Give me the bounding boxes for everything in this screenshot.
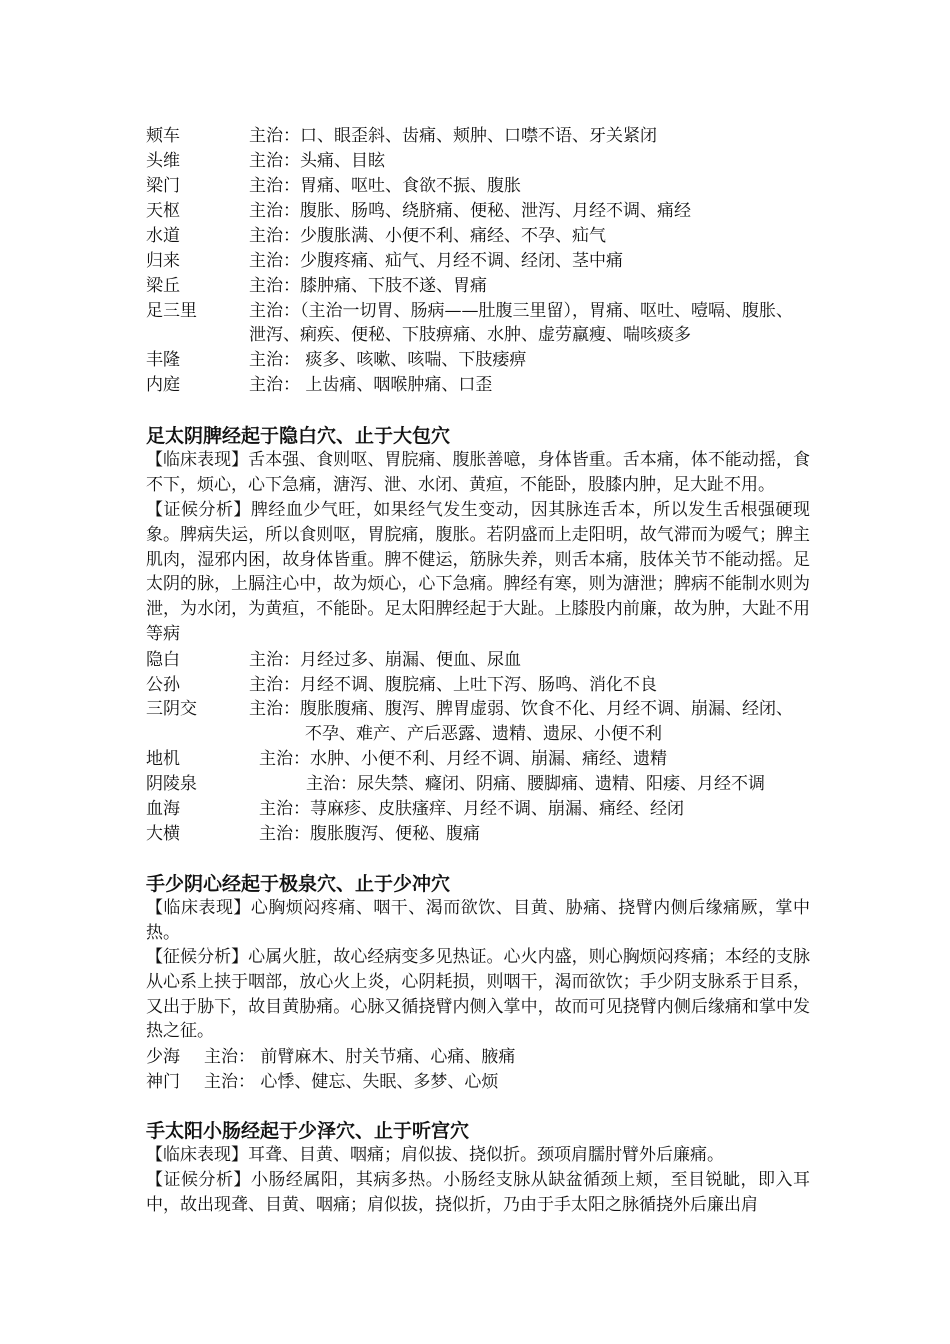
syndrome-analysis: 【证候分析】脾经血少气旺，如果经气发生变动，因其脉连舌本，所以发生舌根强硬现象。脾病失运，所以食则呕，胃脘痛，腹胀。若阴盛而上走阳明，故气滞而为嗳气；脾主肌肉，湿邪内困，故身体皆重。脾不健运，筋脉失养，则舌本痛，肢体关节不能动摇。足太阴的脉，上膈注心中，故为烦心，心下急痛。脾经有寒，则为溏泄；脾病不能制水则为泄，为水闭，为黄疸，不能卧。足太阳脾经起于大趾。上膝股内前廉，故为肿，大趾不用等病 (146, 500, 810, 644)
section-heading-small-intestine: 手太阳小肠经起于少泽穴、止于听宫穴 (146, 1120, 470, 1142)
point-indication-continued: 泄泻、痢疾、便秘、下肢痹痛、水肿、虚劳羸瘦、喘咳痰多 (249, 325, 691, 345)
point-name: 大横 (146, 824, 180, 844)
point-indication: 主治： 痰多、咳嗽、咳喘、下肢痿痹 (249, 350, 527, 370)
point-row (146, 174, 521, 199)
point-name: 地机 (146, 749, 180, 769)
clinical-manifestation: 【临床表现】心胸烦闷疼痛、咽干、渴而欲饮、目黄、胁痛、挠臂内侧后缘痛厥，掌中热。 (146, 898, 810, 943)
point-row (146, 249, 623, 274)
point-row (146, 224, 606, 249)
point-indication: 主治：腹胀腹痛、腹泻、脾胃虚弱、饮食不化、月经不调、崩漏、经闭、 (249, 699, 793, 719)
point-name: 梁门 (146, 176, 180, 196)
point-name: 归来 (146, 251, 180, 271)
point-row (146, 299, 793, 324)
point-indication: 主治： 上齿痛、咽喉肿痛、口歪 (249, 375, 493, 395)
point-indication: 主治：荨麻疹、皮肤瘙痒、月经不调、崩漏、痛经、经闭 (259, 799, 684, 819)
point-name: 梁丘 (146, 276, 180, 296)
point-name: 丰隆 (146, 350, 180, 370)
point-indication: 主治：胃痛、呕吐、食欲不振、腹胀 (249, 176, 521, 196)
clinical-manifestation: 【临床表现】舌本强、食则呕、胃脘痛、腹胀善噫，身体皆重。舌本痛，体不能动摇，食不下，烦心，心下急痛，溏泻、泄、水闭、黄疸，不能卧，股膝内肿，足大趾不用。 (146, 450, 810, 495)
syndrome-analysis: 【征候分析】心属火脏，故心经病变多见热证。心火内盛，则心胸烦闷疼痛；本经的支脉从心系上挟于咽部，放心火上炎，心阴耗损，则咽干，渴而欲饮；手少阴支脉系于目系，又出于胁下，故目黄胁痛。心脉又循挠臂内侧入掌中，故而可见挠臂内侧后缘痛和掌中发热之征。 (146, 947, 810, 1042)
point-row (146, 797, 684, 822)
point-name: 颊车 (146, 126, 180, 146)
point-name: 血海 (146, 799, 180, 819)
point-row (146, 822, 480, 847)
point-name: 足三里 (146, 301, 197, 321)
point-row (146, 1070, 499, 1095)
point-indication: 主治： 心悸、健忘、失眠、多梦、心烦 (204, 1072, 499, 1092)
point-indication: 主治：口、眼歪斜、齿痛、颊肿、口噤不语、牙关紧闭 (249, 126, 657, 146)
point-indication: 主治：尿失禁、癃闭、阴痛、腰脚痛、遗精、阳痿、月经不调 (306, 774, 765, 794)
point-row (146, 124, 657, 149)
point-indication: 主治：腹胀腹泻、便秘、腹痛 (259, 824, 480, 844)
point-indication: 主治： 前臂麻木、肘关节痛、心痛、腋痛 (204, 1047, 516, 1067)
point-indication: 主治：膝肿痛、下肢不遂、胃痛 (249, 276, 487, 296)
point-name: 水道 (146, 226, 180, 246)
point-name: 三阴交 (146, 699, 197, 719)
point-indication: 主治：头痛、目眩 (249, 151, 385, 171)
point-indication: 主治：（主治一切胃、肠病——肚腹三里留），胃痛、呕吐、噎嗝、腹胀、 (249, 301, 793, 321)
point-row (146, 648, 521, 673)
point-row (146, 1045, 516, 1070)
point-row (146, 747, 667, 772)
point-indication: 主治：少腹胀满、小便不利、痛经、不孕、疝气 (249, 226, 606, 246)
point-name: 天枢 (146, 201, 180, 221)
point-row (146, 274, 487, 299)
clinical-manifestation: 【临床表现】耳聋、目黄、咽痛；肩似拔、挠似折。颈项肩臑肘臂外后廉痛。 (146, 1145, 724, 1165)
point-row (146, 348, 527, 373)
point-name: 少海 (146, 1047, 180, 1067)
point-indication: 主治：月经不调、腹脘痛、上吐下泻、肠鸣、消化不良 (249, 675, 657, 695)
point-indication: 主治：腹胀、肠鸣、绕脐痛、便秘、泄泻、月经不调、痛经 (249, 201, 691, 221)
point-row (146, 199, 691, 224)
point-row (146, 373, 493, 398)
point-indication: 主治：水肿、小便不利、月经不调、崩漏、痛经、遗精 (259, 749, 667, 769)
point-name: 内庭 (146, 375, 180, 395)
section-heading-heart: 手少阴心经起于极泉穴、止于少冲穴 (146, 873, 451, 895)
point-name: 头维 (146, 151, 180, 171)
section-heading-spleen: 足太阴脾经起于隐白穴、止于大包穴 (146, 425, 451, 447)
point-indication: 主治：少腹疼痛、疝气、月经不调、经闭、茎中痛 (249, 251, 623, 271)
syndrome-analysis: 【证候分析】小肠经属阳，其病多热。小肠经支脉从缺盆循颈上颊，至目锐眦，即入耳中，故出现聋、目黄、咽痛；肩似拔，挠似折，乃由于手太阳之脉循挠外后廉出肩 (146, 1170, 810, 1215)
point-name: 公孙 (146, 675, 180, 695)
point-row (146, 697, 793, 722)
point-row (146, 673, 657, 698)
point-row (146, 772, 765, 797)
point-name: 神门 (146, 1072, 180, 1092)
point-row (146, 149, 385, 174)
point-name: 阴陵泉 (146, 774, 197, 794)
point-indication-continued: 不孕、难产、产后恶露、遗精、遗尿、小便不利 (305, 724, 662, 744)
point-name: 隐白 (146, 650, 180, 670)
point-indication: 主治：月经过多、崩漏、便血、尿血 (249, 650, 521, 670)
